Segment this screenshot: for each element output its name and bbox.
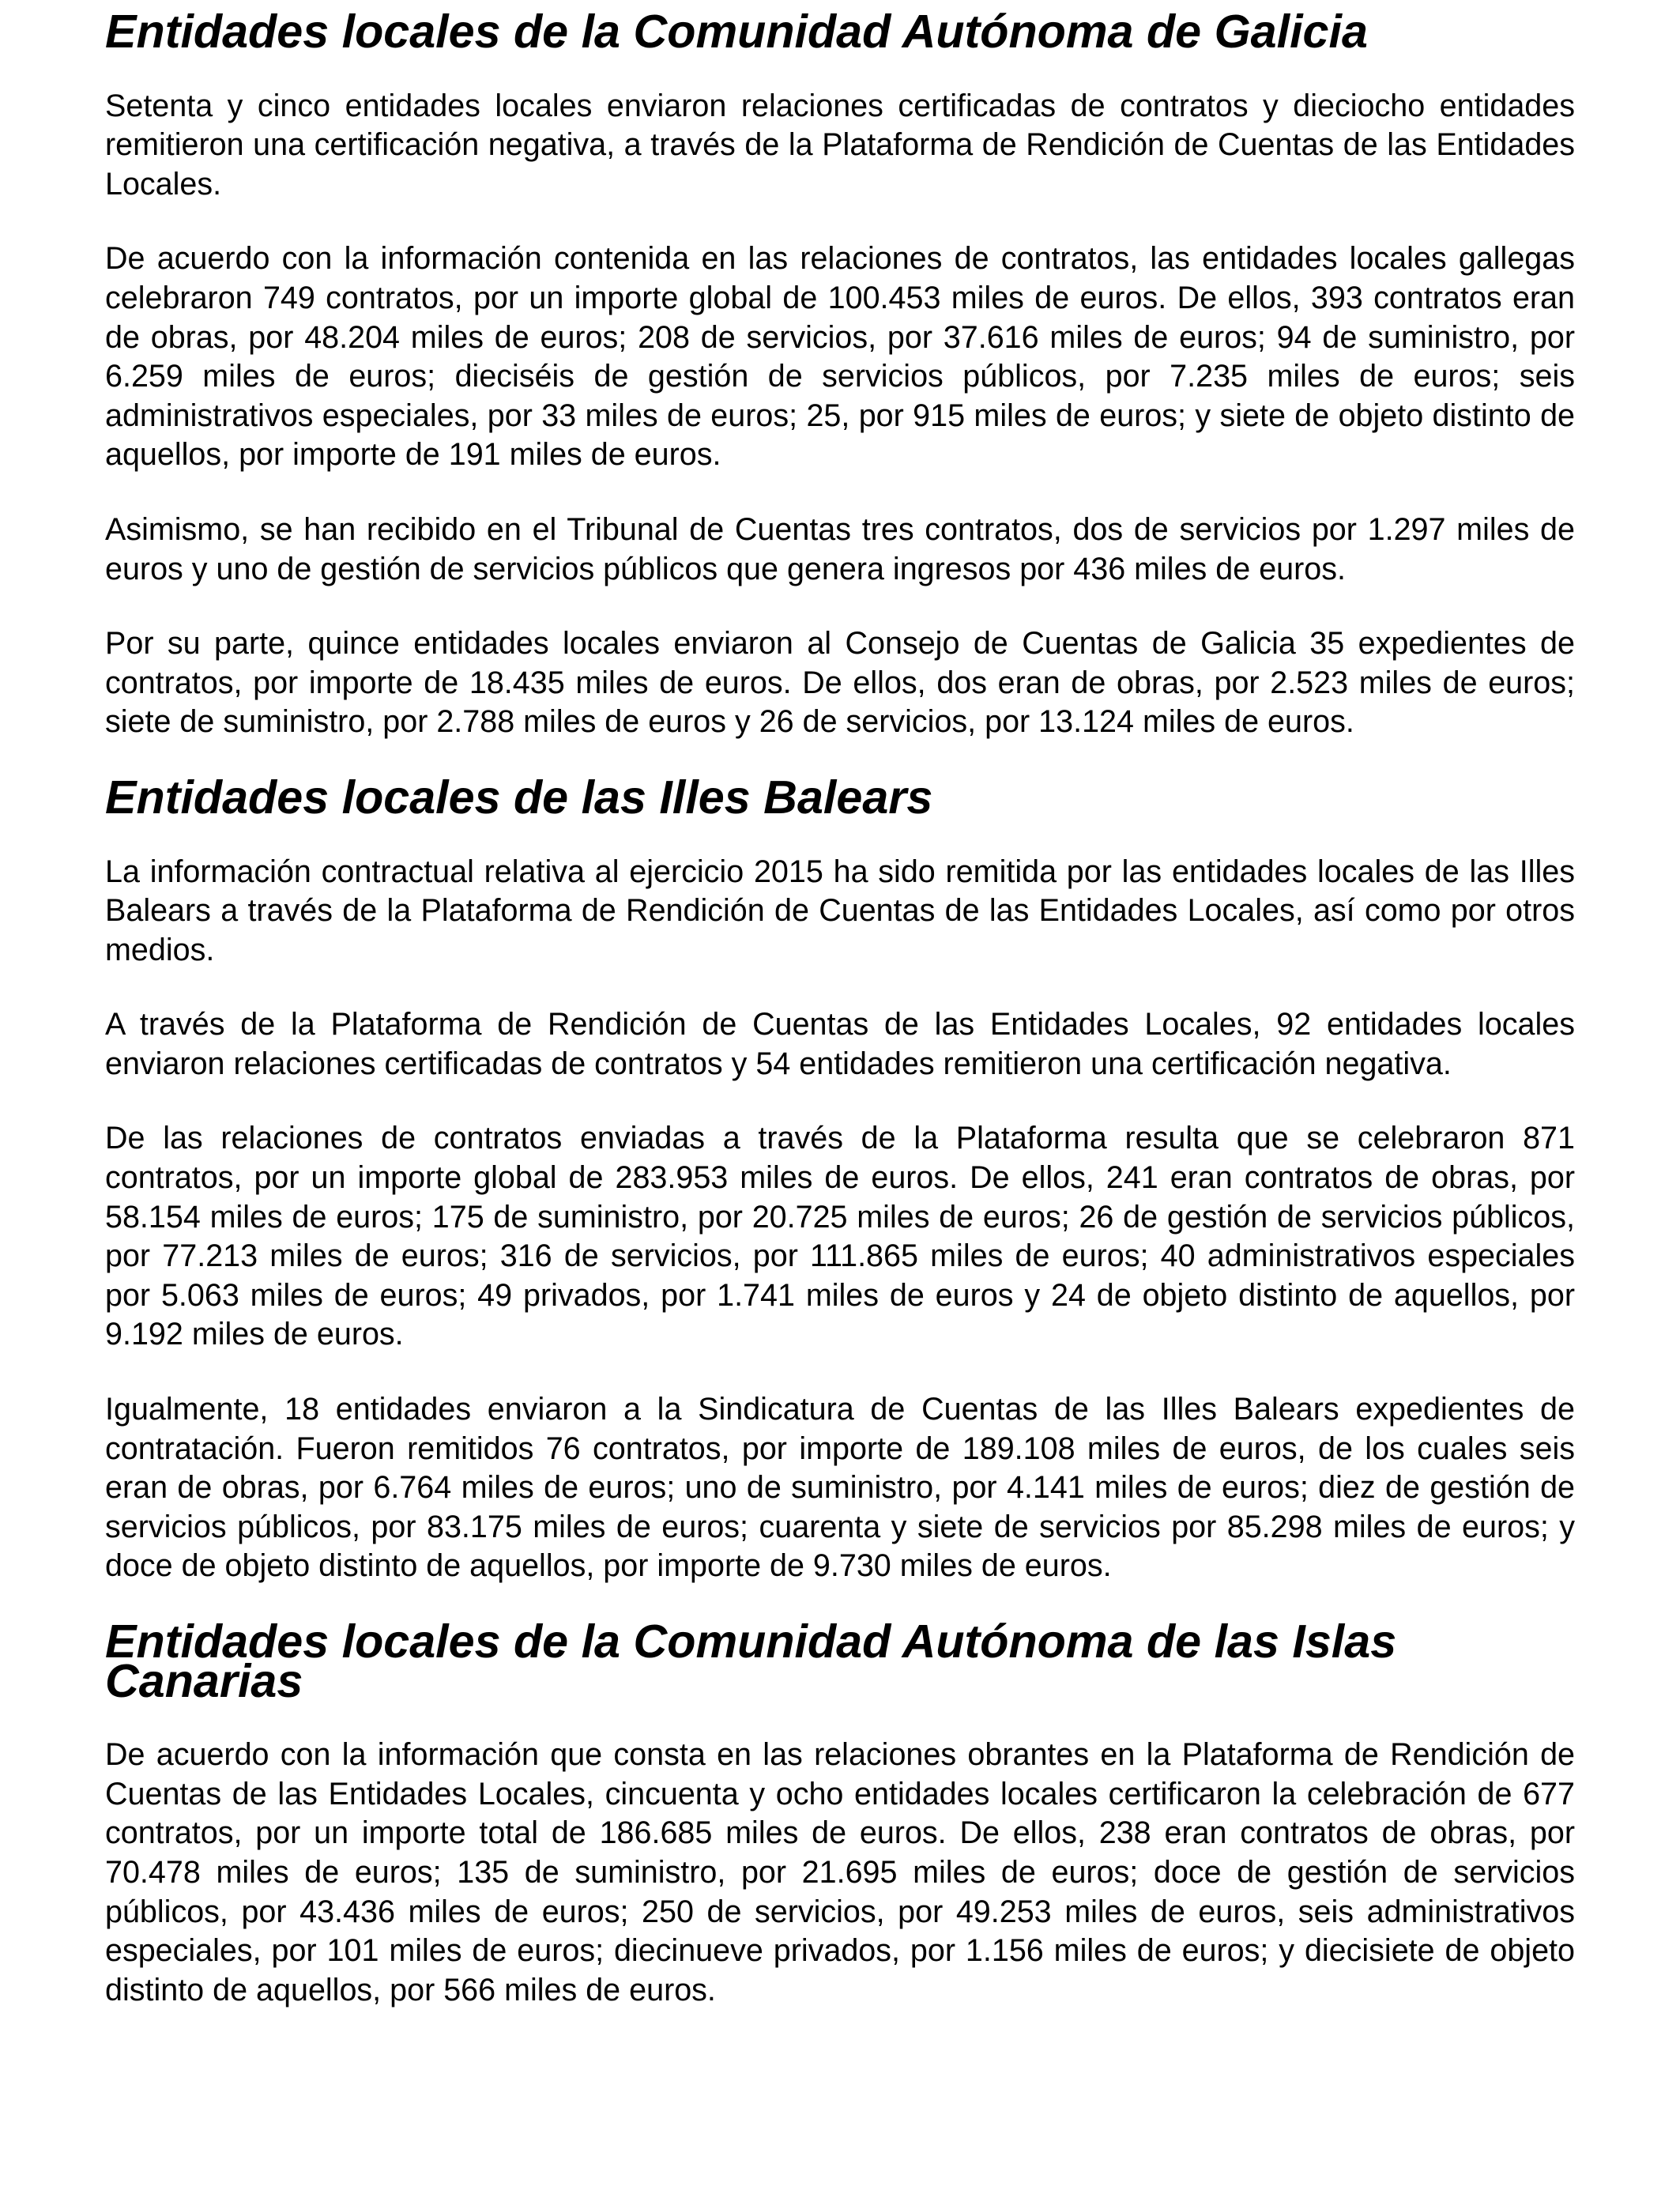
paragraph: Setenta y cinco entidades locales enviaron relaciones certificadas de contratos y dieciocho entidades remitieron una certificación negativa, a través de la Plataforma de Rendición de Cuentas de las Entidades Locales. [105,88,1575,202]
section-heading-islas-canarias: Entidades locales de la Comunidad Autónoma de las Islas Canarias [105,1615,1397,1707]
paragraph: Asimismo, se han recibido en el Tribunal de Cuentas tres contratos, dos de servicios por 1.297 miles de euros y uno de gestión de servicios públicos que genera ingresos por 436 miles de euros. [105,511,1575,586]
paragraph: De las relaciones de contratos enviadas a través de la Plataforma resulta que se celebraron 871 contratos, por un importe global de 283.953 miles de euros. De ellos, 241 eran contratos de obras, por 58.154 miles de euros; 175 de suministro, por 20.725 miles de euros; 26 de gestión de servicios públicos, por 77.213 miles de euros; 316 de servicios, por 111.865 miles de euros; 40 administrativos especiales por 5.063 miles de euros; 49 privados, por 1.741 miles de euros y 24 de objeto distinto de aquellos, por 9.192 miles de euros. [105,1121,1575,1352]
paragraph: De acuerdo con la información que consta en las relaciones obrantes en la Plataforma de Rendición de Cuentas de las Entidades Locales, cincuenta y ocho entidades locales certificaron la celebración de 677 contratos, por un importe total de 186.685 miles de euros. De ellos, 238 eran contratos de obras, por 70.478 miles de euros; 135 de suministro, por 21.695 miles de euros; doce de gestión de servicios públicos, por 43.436 miles de euros; 250 de servicios, por 49.253 miles de euros, seis administrativos especiales, por 101 miles de euros; diecinueve privados, por 1.156 miles de euros; y diecisiete de objeto distinto de aquellos, por 566 miles de euros. [105,1737,1575,2007]
section-heading-illes-balears: Entidades locales de las Illes Balears [105,770,933,824]
paragraph: La información contractual relativa al ejercicio 2015 ha sido remitida por las entidades locales de las Illes Balears a través de la Plataforma de Rendición de Cuentas de las Entidades Locales, así como por otros medios. [105,854,1575,967]
paragraph: Por su parte, quince entidades locales enviaron al Consejo de Cuentas de Galicia 35 expedientes de contratos, por importe de 18.435 miles de euros. De ellos, dos eran de obras, por 2.523 miles de euros; siete de suministro, por 2.788 miles de euros y 26 de servicios, por 13.124 miles de euros. [105,626,1575,740]
section-heading-galicia: Entidades locales de la Comunidad Autónoma de Galicia [105,5,1368,58]
paragraph: De acuerdo con la información contenida en las relaciones de contratos, las entidades locales gallegas celebraron 749 contratos, por un importe global de 100.453 miles de euros. De ellos, 393 contratos eran de obras, por 48.204 miles de euros; 208 de servicios, por 37.616 miles de euros; 94 de suministro, por 6.259 miles de euros; dieciséis de gestión de servicios públicos, por 7.235 miles de euros; seis administrativos especiales, por 33 miles de euros; 25, por 915 miles de euros; y siete de objeto distinto de aquellos, por importe de 191 miles de euros. [105,241,1575,473]
document-page [105,0,1575,2010]
paragraph: A través de la Plataforma de Rendición de Cuentas de las Entidades Locales, 92 entidades locales enviaron relaciones certificadas de contratos y 54 entidades remitieron una certificación negativa. [105,1007,1575,1081]
paragraph: Igualmente, 18 entidades enviaron a la Sindicatura de Cuentas de las Illes Balears expedientes de contratación. Fueron remitidos 76 contratos, por importe de 189.108 miles de euros, de los cuales seis eran de obras, por 6.764 miles de euros; uno de suministro, por 4.141 miles de euros; diez de gestión de servicios públicos, por 83.175 miles de euros; cuarenta y siete de servicios por 85.298 miles de euros; y doce de objeto distinto de aquellos, por importe de 9.730 miles de euros. [105,1392,1575,1584]
